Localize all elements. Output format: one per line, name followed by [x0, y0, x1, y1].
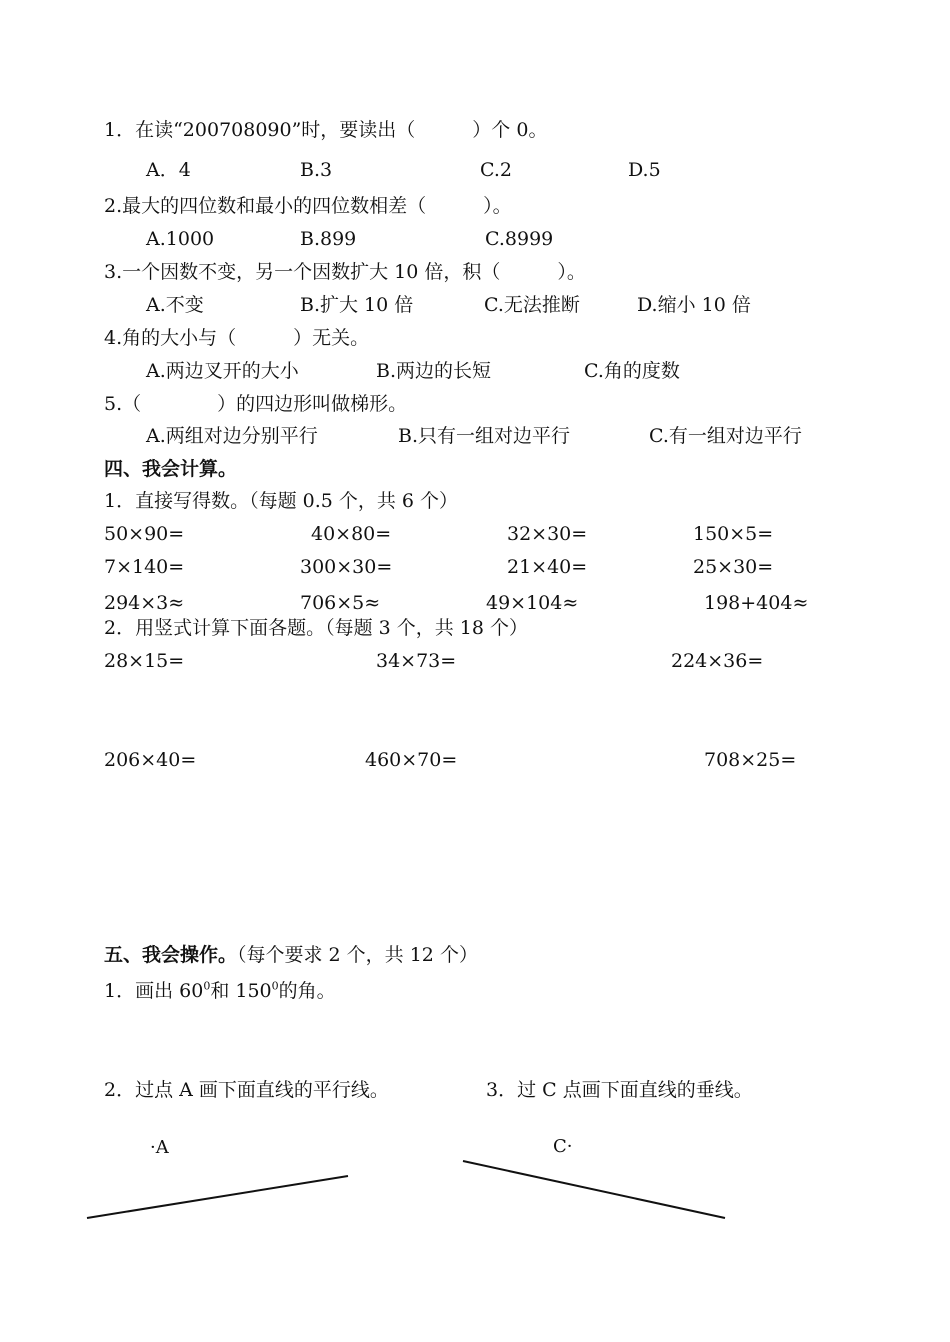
question-3-stem: 3.一个因数不变，另一个因数扩大 10 倍，积（ ）。	[104, 261, 586, 283]
question-5-option-b: B.只有一组对边平行	[398, 425, 571, 447]
q1-text-pre: 1．画出 60	[104, 980, 204, 1002]
question-3-option-b: B.扩大 10 倍	[300, 294, 414, 316]
question-1-option-a: A．4	[146, 159, 191, 181]
mental-math-item: 150×5=	[693, 523, 774, 545]
section-5-question-2: 2．过点 A 画下面直线的平行线。	[104, 1079, 389, 1101]
estimate-item: 49×104≈	[486, 592, 579, 614]
mental-math-item: 21×40=	[507, 556, 588, 578]
question-1-stem: 1．在读“200708090”时，要读出（ ）个 0。	[104, 119, 548, 141]
section-4-part-2-title: 2．用竖式计算下面各题。（每题 3 个，共 18 个）	[104, 617, 529, 639]
column-calc-item: 34×73=	[376, 650, 457, 672]
column-calc-item: 708×25=	[704, 749, 797, 771]
q1-text-post: 的角。	[278, 980, 336, 1002]
estimate-item: 198+404≈	[704, 592, 809, 614]
column-calc-item: 460×70=	[365, 749, 458, 771]
section-5-question-3: 3．过 C 点画下面直线的垂线。	[486, 1079, 753, 1101]
estimate-item: 294×3≈	[104, 592, 185, 614]
given-line-for-parallel	[87, 1176, 348, 1218]
point-a-label: ·A	[150, 1137, 169, 1158]
question-1-option-d: D.5	[628, 159, 661, 181]
column-calc-item: 28×15=	[104, 650, 185, 672]
question-5-stem: 5.（ ）的四边形叫做梯形。	[104, 393, 408, 415]
mental-math-item: 32×30=	[507, 523, 588, 545]
question-3-option-a: A.不变	[146, 294, 204, 316]
question-3-option-d: D.缩小 10 倍	[637, 294, 751, 316]
question-2-option-a: A.1000	[146, 228, 215, 250]
given-line-for-perpendicular	[463, 1161, 725, 1218]
section-4-title: 四、我会计算。	[104, 458, 238, 480]
mental-math-item: 25×30=	[693, 556, 774, 578]
question-1-option-c: C.2	[480, 159, 512, 181]
q1-text-mid: 和 150	[210, 980, 272, 1002]
point-c-label: C·	[553, 1136, 573, 1157]
question-5-option-a: A.两组对边分别平行	[146, 425, 318, 447]
section-4-part-1-title: 1．直接写得数。（每题 0.5 个，共 6 个）	[104, 490, 459, 512]
mental-math-item: 300×30=	[300, 556, 393, 578]
mental-math-item: 40×80=	[311, 523, 392, 545]
column-calc-item: 206×40=	[104, 749, 197, 771]
question-4-option-c: C.角的度数	[584, 360, 680, 382]
column-calc-item: 224×36=	[671, 650, 764, 672]
mental-math-item: 50×90=	[104, 523, 185, 545]
question-5-option-c: C.有一组对边平行	[649, 425, 802, 447]
section-5-title: 五、我会操作。	[104, 944, 238, 966]
degree-mark: 0	[271, 979, 279, 993]
question-2-option-b: B.899	[300, 228, 357, 250]
degree-mark: 0	[203, 979, 211, 993]
question-3-option-c: C.无法推断	[484, 294, 580, 316]
section-5-note: （每个要求 2 个，共 12 个）	[237, 944, 478, 966]
question-4-stem: 4.角的大小与（ ）无关。	[104, 327, 370, 349]
mental-math-item: 7×140=	[104, 556, 185, 578]
question-2-stem: 2.最大的四位数和最小的四位数相差（ ）。	[104, 195, 512, 217]
question-4-option-b: B.两边的长短	[376, 360, 492, 382]
question-2-option-c: C.8999	[485, 228, 554, 250]
question-4-option-a: A.两边叉开的大小	[146, 360, 299, 382]
estimate-item: 706×5≈	[300, 592, 381, 614]
question-1-option-b: B.3	[300, 159, 333, 181]
